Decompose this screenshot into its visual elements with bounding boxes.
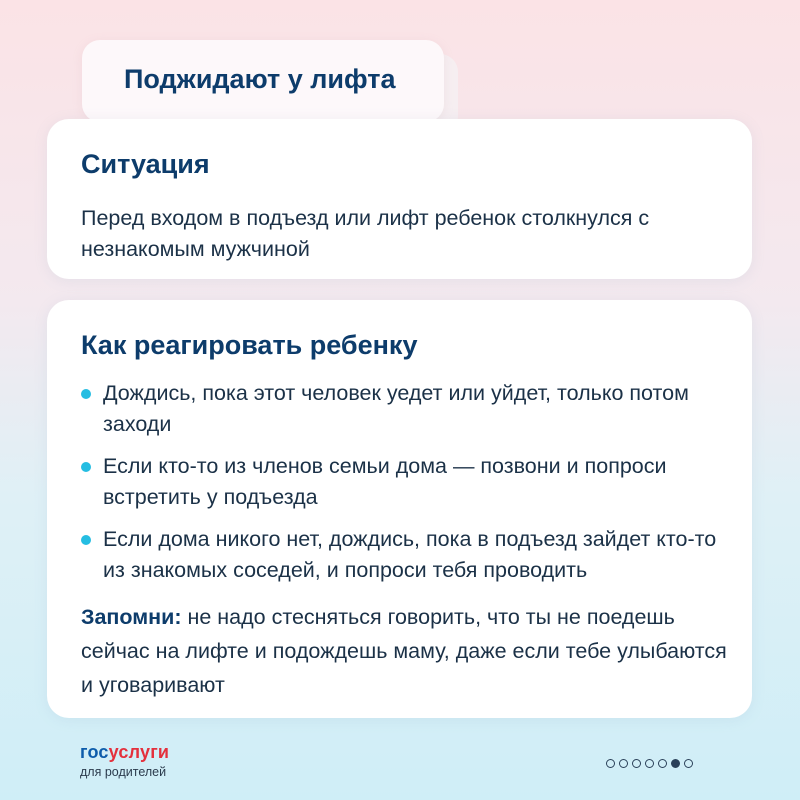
pager-dot[interactable]: [684, 759, 693, 768]
situation-text: Перед входом в подъезд или лифт ребенок столкнулся с незнакомым мужчиной: [81, 206, 650, 261]
reaction-list: [81, 378, 731, 597]
list-item-text: Если дома никого нет, дождись, пока в подъезд зайдет кто-то из знакомых соседей, и попроси тебя проводить: [103, 527, 717, 582]
page-title: Поджидают у лифта: [124, 64, 396, 94]
bullet-dot-icon: [81, 462, 91, 472]
list-item-text: Дождись, пока этот человек уедет или уйдет, только потом заходи: [103, 381, 689, 436]
list-item: [81, 524, 731, 586]
list-item: [81, 451, 731, 513]
title-tab: [82, 40, 444, 122]
pager-dot-active[interactable]: [671, 759, 680, 768]
pager-dot[interactable]: [632, 759, 641, 768]
reaction-card: [47, 300, 752, 718]
situation-title: Ситуация: [81, 149, 210, 179]
pager-dot[interactable]: [658, 759, 667, 768]
pager-dot[interactable]: [645, 759, 654, 768]
pager-dot[interactable]: [606, 759, 615, 768]
bullet-dot-icon: [81, 535, 91, 545]
pager-dot[interactable]: [619, 759, 628, 768]
logo-part-uslugi: услуги: [108, 742, 170, 762]
list-item: [81, 378, 731, 440]
logo-part-gos: гос: [80, 742, 109, 762]
bullet-dot-icon: [81, 389, 91, 399]
reaction-title: Как реагировать ребенку: [81, 330, 418, 360]
situation-card: [47, 119, 752, 279]
reminder-label: Запомни:: [81, 605, 182, 629]
reminder-text: не надо стесняться говорить, что ты не поедешь сейчас на лифте и подождешь маму, даже если тебе улыбаются и уговаривают: [81, 605, 727, 697]
reminder-note: [81, 600, 741, 702]
list-item-text: Если кто-то из членов семьи дома — позвони и попроси встретить у подъезда: [103, 454, 667, 509]
logo-wordmark: [80, 742, 169, 763]
gosuslugi-logo[interactable]: [80, 742, 169, 779]
slide-pager: [606, 759, 693, 768]
logo-subtitle: для родителей: [80, 765, 167, 779]
